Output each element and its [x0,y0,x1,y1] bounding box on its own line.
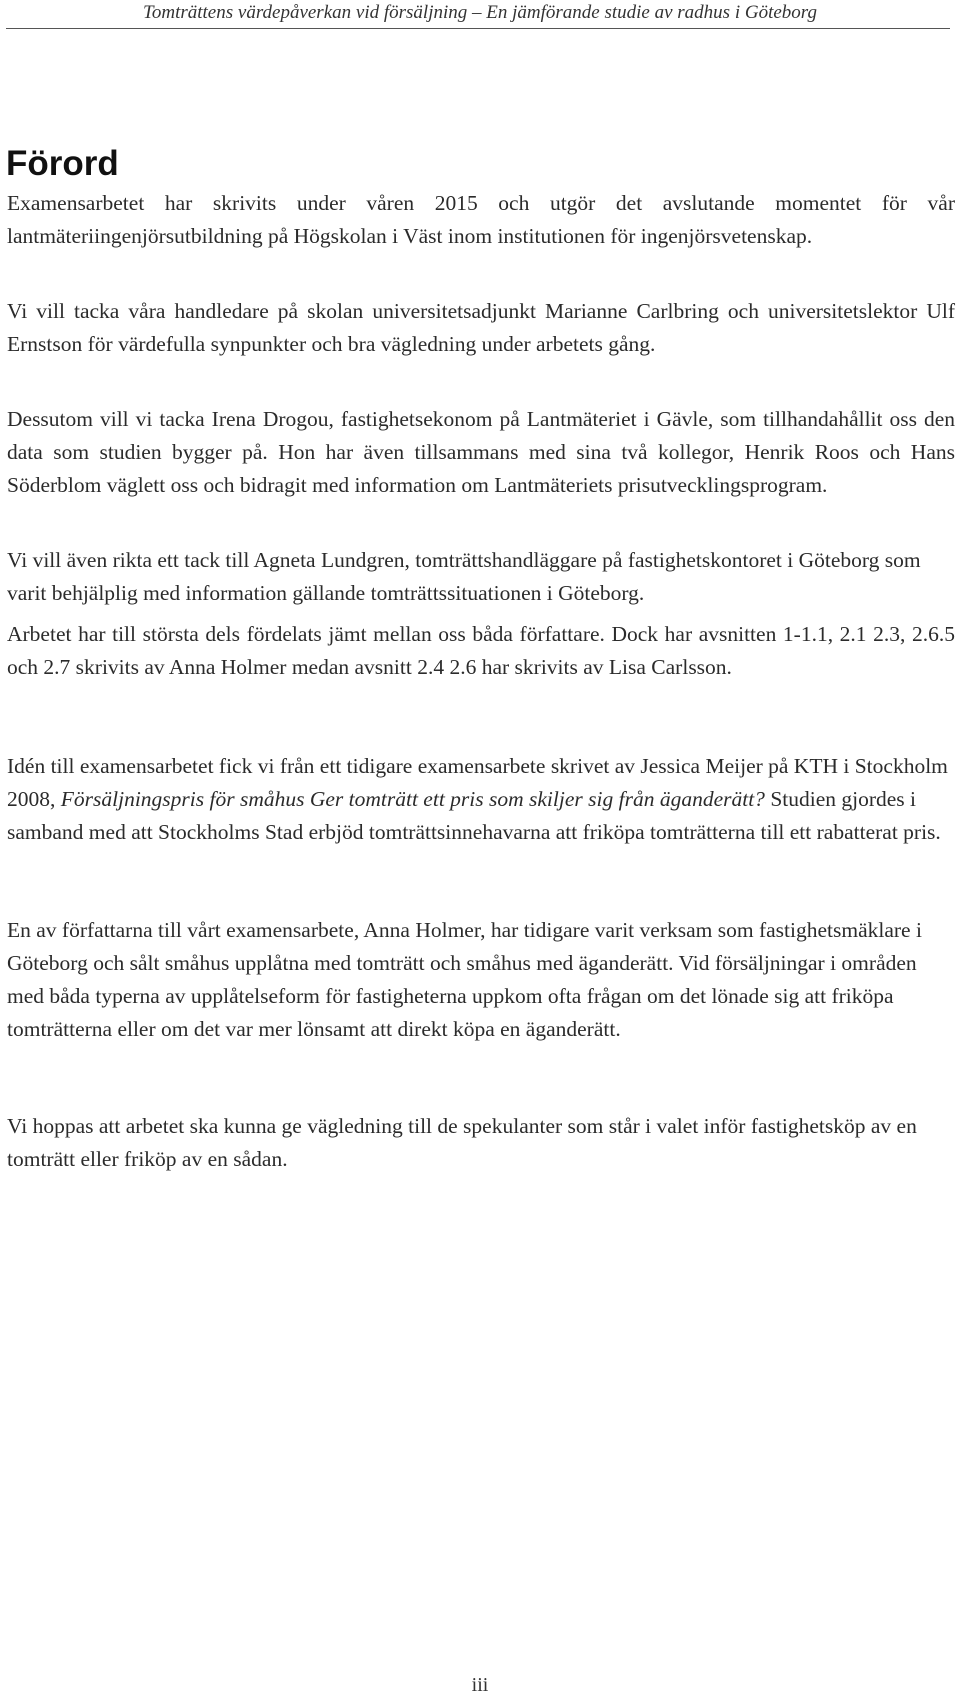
paragraph-idea [7,750,955,849]
paragraph-intro: Examensarbetet har skrivits under våren 2015 och utgör det avslutande momentet för vår lantmäteriingenjörsutbildning på Högskolan i Väst inom institutionen för ingenjörsvetenskap. [7,191,955,248]
paragraph-hope: Vi hoppas att arbetet ska kunna ge vägledning till de spekulanter som står i valet inför fastighetsköp av en tomträtt eller friköp av en sådan. [7,1114,917,1171]
header-divider [6,28,950,29]
paragraph-division-of-work: Arbetet har till största dels fördelats jämt mellan oss båda författare. Dock har avsnitten 1-1.1, 2.1 2.3, 2.6.5 och 2.7 skrivits av Anna Holmer medan avsnitt 2.4 2.6 har skrivits av Lisa Carlsson. [7,622,955,679]
paragraph-background: En av författarna till vårt examensarbete, Anna Holmer, har tidigare varit verksam som fastighetsmäklare i Göteborg och sålt småhus upplåtna med tomträtt och småhus med äganderätt. Vid försäljningar i områden med båda typerna av upplåtelseform för fastigheterna uppkom ofta frågan om det lönade sig att friköpa tomträtterna eller om det var mer lönsamt att direkt köpa en äganderätt. [7,918,922,1041]
idea-text-after: Studien gjordes i samband med att Stockholms Stad erbjöd tomträttsinnehavarna att friköpa tomträtterna till ett rabatterat pris. [7,787,941,844]
paragraph-thanks-lantmateriet: Dessutom vill vi tacka Irena Drogou, fastighetsekonom på Lantmäteriet i Gävle, som tillhandahållit oss den data som studien bygger på. Hon har även tillsammans med sina två kollegor, Henrik Roos och Hans Söderblom väglett oss och bidragit med information om Lantmäteriets prisutvecklingsprogram. [7,407,955,497]
page-title: Förord [6,144,119,183]
paragraph-thanks-supervisors: Vi vill tacka våra handledare på skolan universitetsadjunkt Marianne Carlbring och universitetslektor Ulf Ernstson för värdefulla synpunkter och bra vägledning under arbetets gång. [7,299,955,356]
page-number: iii [471,1674,489,1696]
referenced-thesis-title: Försäljningspris för småhus Ger tomträtt ett pris som skiljer sig från äganderätt? [60,787,765,811]
paragraph-thanks-fastighetskontoret: Vi vill även rikta ett tack till Agneta Lundgren, tomträttshandläggare på fastighetskontoret i Göteborg som varit behjälplig med information gällande tomträttssituationen i Göteborg. [7,548,921,605]
idea-text-before: Idén till examensarbetet fick vi från ett tidigare examensarbete skrivet av Jessica Meijer på KTH i Stockholm 2008, [7,754,948,811]
running-header: Tomträttens värdepåverkan vid försäljning – En jämförande studie av radhus i Göteborg [143,2,817,23]
